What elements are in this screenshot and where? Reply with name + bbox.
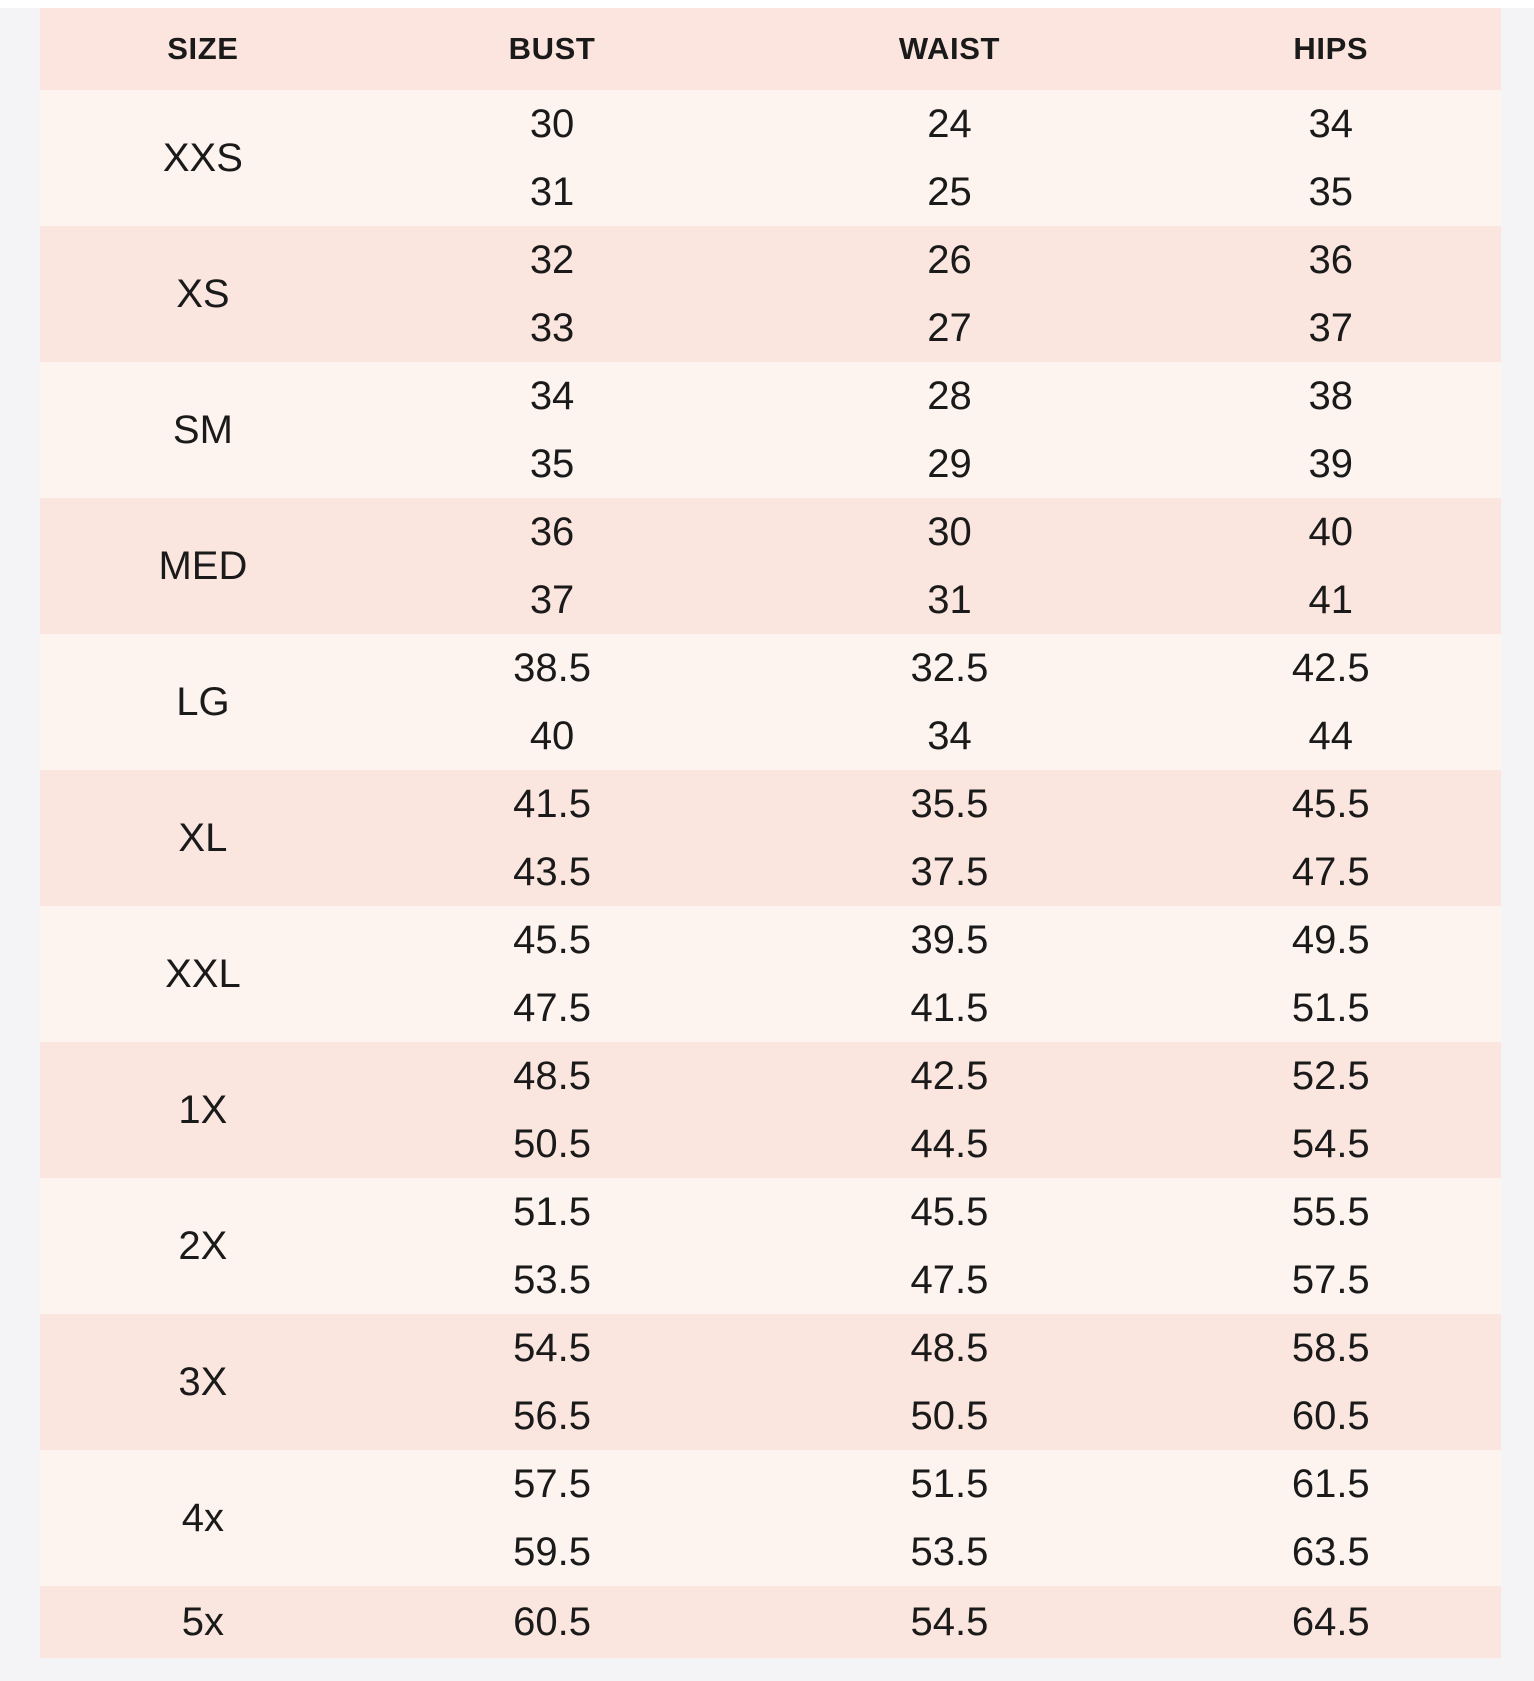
waist-measurement-value: 53.5 bbox=[910, 1530, 989, 1574]
waist-measurement-value: 39.5 bbox=[910, 918, 989, 962]
bust-measurement-value: 51.5 bbox=[513, 1190, 591, 1234]
bust-cell bbox=[366, 1042, 739, 1178]
hips-measurement-value: 41 bbox=[1308, 578, 1354, 622]
bust-measurement-value: 45.5 bbox=[513, 918, 591, 962]
hips-cell bbox=[1161, 226, 1501, 362]
bust-cell bbox=[366, 362, 739, 498]
hips-measurement-value: 52.5 bbox=[1291, 1054, 1370, 1098]
waist-measurement-value: 35.5 bbox=[910, 782, 989, 826]
bust-cell bbox=[366, 1450, 739, 1586]
hips-measurement-value: 54.5 bbox=[1291, 1122, 1370, 1166]
page-top-edge bbox=[0, 0, 1534, 8]
table-row bbox=[40, 362, 1501, 498]
hips-measurement-value: 42.5 bbox=[1291, 646, 1370, 690]
hips-measurement-value: 38 bbox=[1308, 374, 1354, 418]
bust-measurement-value: 56.5 bbox=[513, 1394, 591, 1438]
hips-cell bbox=[1161, 1450, 1501, 1586]
bust-measurement-value: 37 bbox=[529, 578, 575, 622]
hips-measurement-value: 55.5 bbox=[1291, 1190, 1370, 1234]
size-label: XXS bbox=[162, 135, 243, 180]
bust-measurement-value: 53.5 bbox=[513, 1258, 591, 1302]
size-label: 5x bbox=[181, 1599, 225, 1644]
bust-measurement-value: 59.5 bbox=[513, 1530, 591, 1574]
waist-cell bbox=[738, 226, 1160, 362]
hips-measurement-value: 37 bbox=[1308, 306, 1354, 350]
waist-measurement-value: 42.5 bbox=[910, 1054, 989, 1098]
size-label: XS bbox=[176, 271, 230, 316]
column-header-size: SIZE bbox=[167, 31, 239, 66]
table-row bbox=[40, 1586, 1501, 1658]
waist-measurement-value: 24 bbox=[927, 102, 972, 146]
hips-measurement-value: 35 bbox=[1308, 170, 1354, 214]
bust-cell bbox=[366, 1586, 739, 1658]
hips-cell bbox=[1161, 498, 1501, 634]
table-body bbox=[40, 90, 1501, 1658]
waist-measurement-value: 25 bbox=[927, 170, 972, 214]
waist-measurement-value: 37.5 bbox=[910, 850, 989, 894]
table-row bbox=[40, 770, 1501, 906]
waist-cell bbox=[738, 1314, 1160, 1450]
table-row bbox=[40, 498, 1501, 634]
size-label: MED bbox=[158, 543, 248, 588]
hips-measurement-value: 64.5 bbox=[1291, 1600, 1370, 1644]
waist-measurement-value: 48.5 bbox=[910, 1326, 989, 1370]
bust-measurement-value: 33 bbox=[529, 306, 575, 350]
hips-measurement-value: 36 bbox=[1308, 238, 1354, 282]
hips-cell bbox=[1161, 1314, 1501, 1450]
column-header-bust: BUST bbox=[508, 31, 596, 66]
waist-measurement-value: 29 bbox=[927, 442, 972, 486]
hips-measurement-value: 45.5 bbox=[1291, 782, 1370, 826]
waist-measurement-value: 27 bbox=[927, 306, 972, 350]
table-row bbox=[40, 634, 1501, 770]
waist-measurement-value: 28 bbox=[927, 374, 972, 418]
hips-measurement-value: 39 bbox=[1308, 442, 1354, 486]
column-header-hips: HIPS bbox=[1293, 31, 1369, 66]
waist-cell bbox=[738, 1042, 1160, 1178]
waist-measurement-value: 44.5 bbox=[910, 1122, 989, 1166]
hips-measurement-value: 40 bbox=[1308, 510, 1354, 554]
hips-measurement-value: 63.5 bbox=[1291, 1530, 1370, 1574]
waist-measurement-value: 47.5 bbox=[910, 1258, 989, 1302]
size-label: 4x bbox=[181, 1495, 225, 1540]
hips-measurement-value: 34 bbox=[1308, 102, 1354, 146]
hips-measurement-value: 57.5 bbox=[1291, 1258, 1370, 1302]
bust-measurement-value: 31 bbox=[529, 170, 575, 214]
bust-cell bbox=[366, 90, 739, 226]
bust-measurement-value: 35 bbox=[529, 442, 575, 486]
waist-cell bbox=[738, 1450, 1160, 1586]
bust-cell bbox=[366, 770, 739, 906]
bust-cell bbox=[366, 1314, 739, 1450]
table-row bbox=[40, 1042, 1501, 1178]
bust-measurement-value: 40 bbox=[529, 714, 575, 758]
waist-cell bbox=[738, 498, 1160, 634]
bust-measurement-value: 38.5 bbox=[513, 646, 591, 690]
waist-measurement-value: 31 bbox=[927, 578, 972, 622]
size-label: 3X bbox=[178, 1359, 228, 1404]
table-row bbox=[40, 1178, 1501, 1314]
column-header-waist: WAIST bbox=[898, 31, 1001, 66]
size-label: LG bbox=[176, 679, 230, 724]
bust-cell bbox=[366, 1178, 739, 1314]
bust-measurement-value: 60.5 bbox=[513, 1600, 591, 1644]
size-label: SM bbox=[172, 407, 233, 452]
bust-cell bbox=[366, 906, 739, 1042]
hips-cell bbox=[1161, 362, 1501, 498]
waist-measurement-value: 50.5 bbox=[910, 1394, 989, 1438]
hips-measurement-value: 60.5 bbox=[1291, 1394, 1370, 1438]
bust-measurement-value: 43.5 bbox=[513, 850, 591, 894]
waist-measurement-value: 26 bbox=[927, 238, 972, 282]
hips-cell bbox=[1161, 634, 1501, 770]
bust-measurement-value: 30 bbox=[529, 102, 575, 146]
waist-cell bbox=[738, 770, 1160, 906]
hips-measurement-value: 58.5 bbox=[1291, 1326, 1370, 1370]
waist-measurement-value: 41.5 bbox=[910, 986, 989, 1030]
waist-cell bbox=[738, 906, 1160, 1042]
size-label: XXL bbox=[165, 951, 241, 996]
size-label: 1X bbox=[178, 1087, 228, 1132]
waist-cell bbox=[738, 362, 1160, 498]
waist-cell bbox=[738, 634, 1160, 770]
hips-measurement-value: 49.5 bbox=[1291, 918, 1370, 962]
bust-measurement-value: 50.5 bbox=[513, 1122, 591, 1166]
table-row bbox=[40, 1314, 1501, 1450]
bust-measurement-value: 57.5 bbox=[513, 1462, 591, 1506]
waist-cell bbox=[738, 90, 1160, 226]
bust-measurement-value: 32 bbox=[529, 238, 575, 282]
waist-cell bbox=[738, 1178, 1160, 1314]
hips-cell bbox=[1161, 906, 1501, 1042]
table-header-row bbox=[40, 8, 1501, 90]
table-row bbox=[40, 1450, 1501, 1586]
bust-cell bbox=[366, 634, 739, 770]
hips-cell bbox=[1161, 770, 1501, 906]
waist-measurement-value: 45.5 bbox=[910, 1190, 989, 1234]
waist-cell bbox=[738, 1586, 1160, 1658]
waist-measurement-value: 51.5 bbox=[910, 1462, 989, 1506]
bust-measurement-value: 41.5 bbox=[513, 782, 591, 826]
waist-measurement-value: 32.5 bbox=[910, 646, 989, 690]
waist-measurement-value: 34 bbox=[927, 714, 972, 758]
bust-measurement-value: 36 bbox=[529, 510, 575, 554]
bust-measurement-value: 47.5 bbox=[513, 986, 591, 1030]
hips-cell bbox=[1161, 1042, 1501, 1178]
hips-cell bbox=[1161, 1178, 1501, 1314]
hips-cell bbox=[1161, 90, 1501, 226]
size-label: XL bbox=[178, 815, 228, 860]
bust-measurement-value: 34 bbox=[529, 374, 575, 418]
table-row bbox=[40, 90, 1501, 226]
waist-measurement-value: 30 bbox=[927, 510, 972, 554]
bust-cell bbox=[366, 498, 739, 634]
size-chart-table bbox=[40, 8, 1501, 1658]
hips-measurement-value: 61.5 bbox=[1291, 1462, 1370, 1506]
hips-cell bbox=[1161, 1586, 1501, 1658]
hips-measurement-value: 44 bbox=[1308, 714, 1354, 758]
bust-cell bbox=[366, 226, 739, 362]
table-row bbox=[40, 226, 1501, 362]
hips-measurement-value: 51.5 bbox=[1291, 986, 1370, 1030]
waist-measurement-value: 54.5 bbox=[910, 1600, 989, 1644]
table-row bbox=[40, 906, 1501, 1042]
hips-measurement-value: 47.5 bbox=[1291, 850, 1370, 894]
size-label: 2X bbox=[178, 1223, 228, 1268]
bust-measurement-value: 48.5 bbox=[513, 1054, 591, 1098]
bust-measurement-value: 54.5 bbox=[513, 1326, 591, 1370]
